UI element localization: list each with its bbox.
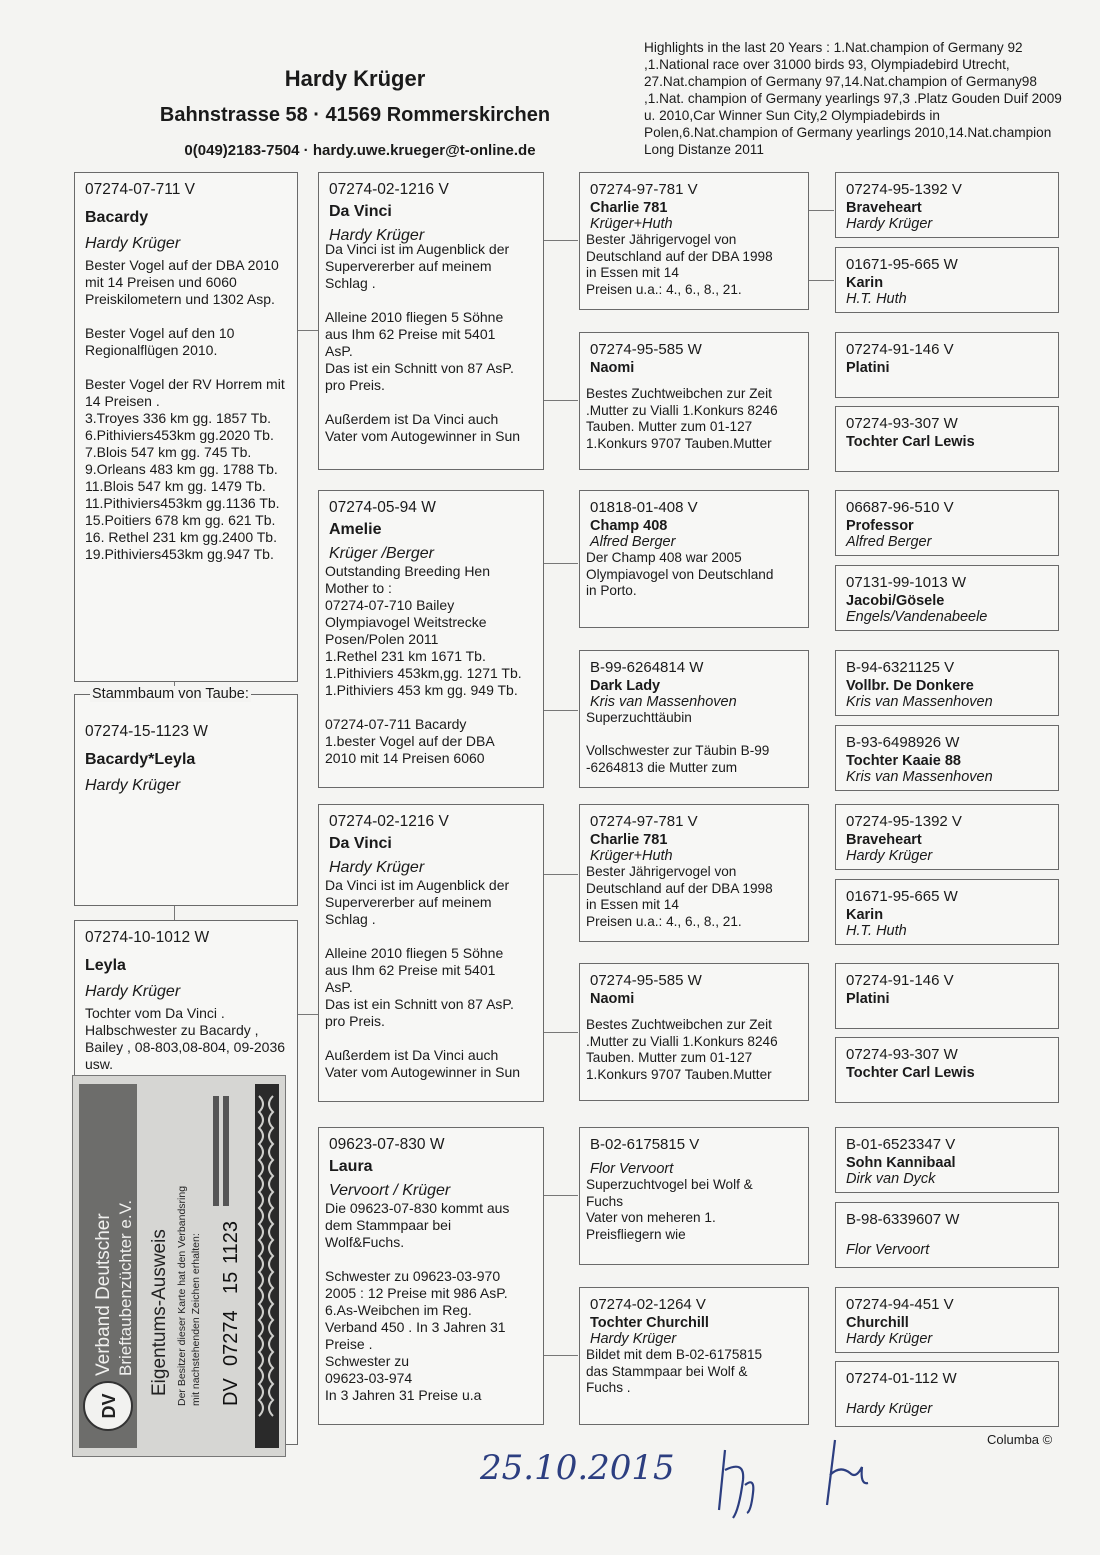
pedigree-card-g4-7 xyxy=(835,650,1059,716)
pedigree-card-g3-1 xyxy=(579,172,809,310)
bird-name: Laura xyxy=(329,1158,373,1175)
pedigree-card-g4-15 xyxy=(835,1287,1059,1353)
bird-owner: Hardy Krüger xyxy=(846,848,933,864)
ownership-card xyxy=(72,1075,286,1457)
ring-number: 07274-91-146 V xyxy=(846,341,954,358)
pedigree-card-g2-4 xyxy=(318,1127,544,1425)
ring-number: 01671-95-665 W xyxy=(846,256,958,273)
bird-owner: Hardy Krüger xyxy=(85,235,181,252)
pedigree-card-g4-16 xyxy=(835,1361,1059,1427)
ring-number: 07274-95-585 W xyxy=(590,972,702,989)
pedigree-card-g4-9 xyxy=(835,804,1059,870)
connector xyxy=(544,710,578,711)
ring-number: 06687-96-510 V xyxy=(846,499,954,516)
bird-description: Tochter vom Da Vinci . Halbschwester zu Bacardy , Bailey , 08-803,08-804, 09-2036 usw. xyxy=(85,1005,286,1072)
bird-description: Der Champ 408 war 2005 Olympiavogel von Deutschland in Porto. xyxy=(586,550,774,598)
connector xyxy=(174,905,175,921)
pedigree-card-g3-3 xyxy=(579,490,809,628)
pedigree-card-sire xyxy=(74,172,298,682)
ownership-card-graphic xyxy=(73,1076,285,1456)
pedigree-card-g4-5 xyxy=(835,490,1059,556)
bird-name: Da Vinci xyxy=(329,835,392,852)
bird-description: Bildet mit dem B-02-6175815 das Stammpaar bei Wolf & Fuchs . xyxy=(586,1347,763,1395)
pedigree-card-g4-11 xyxy=(835,963,1059,1029)
bird-description: Superzuchtvogel bei Wolf & Fuchs Vater von meheren 1. Preisfliegern wie xyxy=(586,1177,753,1242)
ring-number: B-99-6264814 W xyxy=(590,659,704,676)
ring-number: B-02-6175815 V xyxy=(590,1136,700,1153)
bird-owner: Krüger /Berger xyxy=(329,545,434,562)
bird-description: Bester Vogel auf der DBA 2010 mit 14 Preisen und 6060 Preiskilometern und 1302 Asp. Bester Vogel auf den 10 Regionalflügen 2010. Bester Vogel der RV Horrem mit 14 Preisen . 3.Troyes 336 km gg. 1857 Tb. 6.Pithiviers453km gg.2020 Tb. 7.Blois 547 km gg. 745 Tb. 9.Orleans 483 km gg. 1788 Tb. 11.Blois 547 km gg. 1479 Tb. 11.Pithiviers453km gg.1136 Tb. 15.Poitiers 678 km gg. 621 Tb. 16. Rethel 231 km gg.2400 Tb. 19.Pithiviers453km gg.947 Tb. xyxy=(85,257,285,562)
ring-number: 07274-93-307 W xyxy=(846,1046,958,1063)
ring-number: 07274-97-781 V xyxy=(590,813,698,830)
copyright: Columba © xyxy=(987,1432,1053,1447)
bird-name: Tochter Kaaie 88 xyxy=(846,753,961,769)
bird-name: Platini xyxy=(846,360,890,376)
ring-number: 07131-99-1013 W xyxy=(846,574,967,591)
bird-owner: Hardy Krüger xyxy=(590,1331,677,1347)
bird-name: Churchill xyxy=(846,1315,909,1331)
connector xyxy=(544,563,578,564)
bird-description: Superzuchttäubin Vollschwester zur Täubin B-99 -6264813 die Mutter zum xyxy=(586,710,770,775)
ring-number: 07274-94-451 V xyxy=(846,1296,954,1313)
bird-owner: Krüger+Huth xyxy=(590,216,673,232)
bird-owner: Kris van Massenhoven xyxy=(846,769,993,785)
pedigree-card-g4-13 xyxy=(835,1127,1059,1193)
bird-description: Bester Jährigervogel von Deutschland auf der DBA 1998 in Essen mit 14 Preisen u.a.: 4., 6., 8., 21. xyxy=(586,232,773,297)
ring-number: B-98-6339607 W xyxy=(846,1211,960,1228)
bird-owner: Flor Vervoort xyxy=(846,1242,930,1258)
bird-description: Bester Jährigervogel von Deutschland auf der DBA 1998 in Essen mit 14 Preisen u.a.: 4., 6., 8., 21. xyxy=(586,864,773,929)
card-ring-prefix: DV xyxy=(220,1378,242,1406)
bird-name: Jacobi/Gösele xyxy=(846,593,945,609)
handwritten-date: 25.10.2015 xyxy=(480,1448,675,1488)
bird-name: Professor xyxy=(846,518,914,534)
pedigree-card-g4-4 xyxy=(835,406,1059,472)
bird-name: Tochter Carl Lewis xyxy=(846,1065,975,1081)
bird-owner: Hardy Krüger xyxy=(329,227,425,244)
bird-name: Amelie xyxy=(329,521,382,538)
pedigree-card-g3-5 xyxy=(579,804,809,942)
ring-number: 07274-02-1216 V xyxy=(329,181,449,198)
ring-number: 01818-01-408 V xyxy=(590,499,698,516)
ring-number: 07274-95-585 W xyxy=(590,341,702,358)
ring-number: B-93-6498926 W xyxy=(846,734,960,751)
bird-owner: Hardy Krüger xyxy=(846,1401,933,1417)
connector xyxy=(544,400,578,401)
card-org-line2: Brieftaubenzüchter e.V. xyxy=(116,1199,135,1376)
bird-name: Sohn Kannibaal xyxy=(846,1155,956,1171)
card-ring-club: 07274 xyxy=(220,1310,242,1366)
connector xyxy=(296,330,318,331)
ring-number: B-94-6321125 V xyxy=(846,659,955,676)
pedigree-card-g2-3 xyxy=(318,804,544,1102)
pedigree-card-g3-2 xyxy=(579,332,809,470)
bird-owner: Hardy Krüger xyxy=(846,1331,933,1347)
bird-owner: Alfred Berger xyxy=(590,534,676,550)
pedigree-card-g3-7 xyxy=(579,1127,809,1265)
bird-name: Karin xyxy=(846,275,884,291)
card-ring-year: 15 xyxy=(220,1271,242,1294)
ring-number: 09623-07-830 W xyxy=(329,1136,445,1153)
bird-owner: Hardy Krüger xyxy=(846,216,933,232)
highlights-text: Highlights in the last 20 Years : 1.Nat.champion of Germany 92 ,1.National race over 31000 birds 93, Olympiadebird Utrecht, 27.Nat.champion of Germany 97,14.Nat.champion of Germany98 ,1.Nat. champion of Germany yearlings 97,3 .Platz Gouden Duif 2009 u. 2010,Car Winner Sun City,2 Olympiadebirds in Polen,6.Nat.champion of Germany yearlings 2010,14.Nat.champion Long Distanze 2011 xyxy=(644,40,1062,157)
bird-owner: H.T. Huth xyxy=(846,291,907,307)
pedigree-card-g4-14 xyxy=(835,1202,1059,1268)
bird-owner: Kris van Massenhoven xyxy=(590,694,737,710)
ring-number: 07274-01-112 W xyxy=(846,1370,957,1387)
connector xyxy=(808,210,834,211)
pedigree-card-g3-4 xyxy=(579,650,809,788)
bird-owner: Krüger+Huth xyxy=(590,848,673,864)
ring-number: 07274-07-711 V xyxy=(85,181,196,198)
bird-owner: Engels/Vandenabeele xyxy=(846,609,988,625)
bird-owner: H.T. Huth xyxy=(846,923,907,939)
pedigree-card-g3-8 xyxy=(579,1287,809,1425)
bird-name: Karin xyxy=(846,907,884,923)
bird-description: Die 09623-07-830 kommt aus dem Stammpaar bei Wolf&Fuchs. Schwester zu 09623-03-970 2005 : 12 Preise mit 986 AsP. 6.As-Weibchen im Reg. Verband 450 . In 3 Jahren 31 Preise . Schwester zu 09623-03-974 In 3 Jahren 31 Preise u.a xyxy=(325,1200,510,1403)
pedigree-card-subject xyxy=(74,694,298,906)
connector xyxy=(544,1032,578,1033)
card-note-line2: mit nachstehenden Zeichen erhalten: xyxy=(190,1233,202,1406)
bird-name: Charlie 781 xyxy=(590,832,668,848)
bird-owner: Dirk van Dyck xyxy=(846,1171,936,1187)
ring-number: 07274-95-1392 V xyxy=(846,813,962,830)
ring-number: 07274-97-781 V xyxy=(590,181,698,198)
card-title: Eigentums-Ausweis xyxy=(149,1229,170,1396)
bird-name: Tochter Carl Lewis xyxy=(846,434,975,450)
card-note-line1: Der Besitzer dieser Karte hat den Verbandsring xyxy=(176,1185,188,1406)
connector xyxy=(544,874,578,875)
ring-number: B-01-6523347 V xyxy=(846,1136,956,1153)
bird-name: Naomi xyxy=(590,360,635,376)
bird-description: Da Vinci ist im Augenblick der Supervererber auf meinem Schlag . Alleine 2010 fliegen 5 Söhne aus Ihm 62 Preise mit 5401 AsP. Das ist ein Schnitt von 87 AsP. pro Preis. Außerdem ist Da Vinci auch Vater vom Autogewinner in Sun xyxy=(325,241,521,444)
bird-name: Bacardy xyxy=(85,209,149,226)
bird-name: Dark Lady xyxy=(590,678,661,694)
breeder-address: Bahnstrasse 58 · 41569 Rommerskirchen xyxy=(159,104,551,126)
ring-number: 07274-02-1216 V xyxy=(329,813,449,830)
handwritten-signature xyxy=(705,1430,905,1520)
card-logo: DV xyxy=(99,1393,119,1419)
connector xyxy=(544,1355,578,1356)
ring-number: 07274-05-94 W xyxy=(329,499,436,516)
bird-description: Bestes Zuchtweibchen zur Zeit .Mutter zu Vialli 1.Konkurs 8246 Tauben. Mutter zum 01-127 1.Konkurs 9707 Tauben.Mutter xyxy=(586,1017,778,1082)
connector xyxy=(544,240,578,241)
pedigree-card-g3-6 xyxy=(579,963,809,1101)
bird-owner: Hardy Krüger xyxy=(85,983,181,1000)
card-org-line1: Verband Deutscher xyxy=(93,1213,114,1376)
stammbaum-label: Stammbaum von Taube: xyxy=(92,686,249,702)
bird-name: Champ 408 xyxy=(590,518,668,534)
bird-name: Braveheart xyxy=(846,200,922,216)
bird-name: Naomi xyxy=(590,991,635,1007)
bird-name: Vollbr. De Donkere xyxy=(846,678,974,694)
connector xyxy=(808,280,834,281)
pedigree-card-g2-2 xyxy=(318,490,544,788)
bird-owner: Vervoort / Krüger xyxy=(329,1182,451,1199)
pedigree-card-g4-8 xyxy=(835,725,1059,791)
bird-owner: Kris van Massenhoven xyxy=(846,694,993,710)
ring-number: 07274-93-307 W xyxy=(846,415,958,432)
ring-number: 07274-02-1264 V xyxy=(590,1296,706,1313)
connector xyxy=(544,1195,578,1196)
ring-number: 07274-10-1012 W xyxy=(85,929,210,946)
ring-number: 01671-95-665 W xyxy=(846,888,958,905)
pedigree-card-g4-6 xyxy=(835,565,1059,631)
card-ring-number: 1123 xyxy=(220,1220,242,1264)
connector xyxy=(296,1014,318,1015)
breeder-contact: 0(049)2183-7504 · hardy.uwe.krueger@t-online.de xyxy=(184,142,536,159)
ring-number: 07274-95-1392 V xyxy=(846,181,962,198)
breeder-name: Hardy Krüger xyxy=(284,66,426,91)
bird-name: Da Vinci xyxy=(329,203,392,220)
bird-owner: Flor Vervoort xyxy=(590,1161,674,1177)
ring-number: 07274-91-146 V xyxy=(846,972,954,989)
ring-number: 07274-15-1123 W xyxy=(85,723,208,740)
bird-name: Bacardy*Leyla xyxy=(85,751,196,768)
bird-name: Charlie 781 xyxy=(590,200,668,216)
pedigree-card-g4-3 xyxy=(835,332,1059,398)
bird-owner: Alfred Berger xyxy=(846,534,932,550)
bird-description: Da Vinci ist im Augenblick der Supervererber auf meinem Schlag . Alleine 2010 fliegen 5 Söhne aus Ihm 62 Preise mit 5401 AsP. Das ist ein Schnitt von 87 AsP. pro Preis. Außerdem ist Da Vinci auch Vater vom Autogewinner in Sun xyxy=(325,877,521,1080)
pedigree-card-g2-1 xyxy=(318,172,544,470)
bird-name: Leyla xyxy=(85,957,126,974)
pedigree-card-g4-12 xyxy=(835,1037,1059,1103)
bird-owner: Hardy Krüger xyxy=(85,777,181,794)
pedigree-card-g4-1 xyxy=(835,172,1059,238)
bird-name: Platini xyxy=(846,991,890,1007)
bird-name: Tochter Churchill xyxy=(590,1315,709,1331)
bird-description: Outstanding Breeding Hen Mother to : 07274-07-710 Bailey Olympiavogel Weitstrecke Posen/Polen 2011 1.Rethel 231 km 1671 Tb. 1.Pithiviers 453km,gg. 1271 Tb. 1.Pithiviers 453 km gg. 949 Tb. 07274-07-711 Bacardy 1.bester Vogel auf der DBA 2010 mit 14 Preisen 6060 xyxy=(325,563,522,766)
pedigree-card-g4-10 xyxy=(835,879,1059,945)
bird-owner: Hardy Krüger xyxy=(329,859,425,876)
bird-name: Braveheart xyxy=(846,832,922,848)
pedigree-card-g4-2 xyxy=(835,247,1059,313)
bird-description: Bestes Zuchtweibchen zur Zeit .Mutter zu Vialli 1.Konkurs 8246 Tauben. Mutter zum 01-127 1.Konkurs 9707 Tauben.Mutter xyxy=(586,386,778,451)
